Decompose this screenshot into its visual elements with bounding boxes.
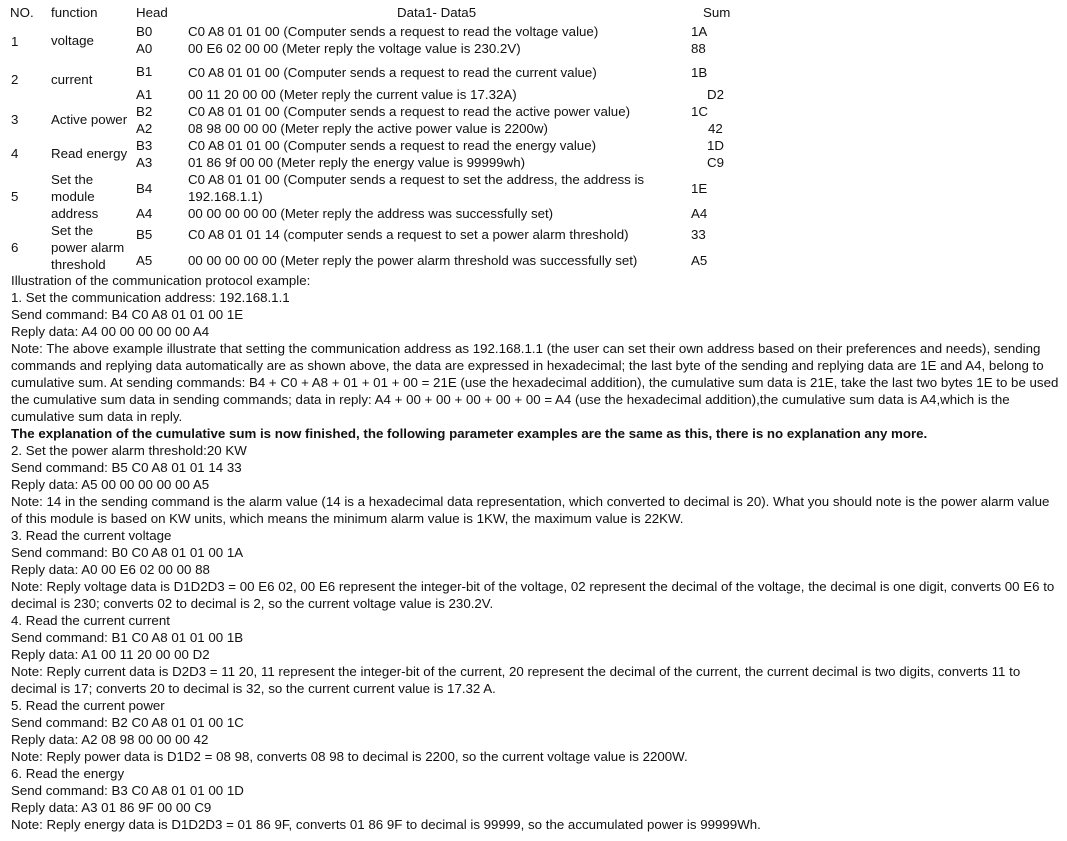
row-1-head-1: B0	[136, 24, 153, 39]
header-head: Head	[136, 5, 168, 20]
row-5-function-line-3: address	[51, 206, 99, 221]
example-1-title: 1. Set the communication address: 192.168.1.1	[11, 290, 290, 305]
row-5-head-1: B4	[136, 181, 153, 196]
row-3-head-1: B2	[136, 104, 153, 119]
example-2-send: Send command: B5 C0 A8 01 01 14 33	[11, 460, 242, 475]
row-1-head-2: A0	[136, 41, 153, 56]
row-5-no: 5	[11, 189, 19, 204]
row-1-data-2: 00 E6 02 00 00 (Meter reply the voltage value is 230.2V)	[188, 41, 521, 56]
example-3-reply: Reply data: A0 00 E6 02 00 00 88	[11, 562, 210, 577]
example-3-note: Note: Reply voltage data is D1D2D3 = 00 E6 02, 00 E6 represent the integer-bit of the voltage, 02 represent the decimal of the voltage, the decimal is one digit, converts 00 E6 to decimal is 230; converts 02 to decimal is 2, so the current voltage value is 230.2V.	[11, 579, 1055, 611]
row-6-function-line-3: threshold	[51, 257, 106, 272]
row-2-no: 2	[11, 72, 19, 87]
header-sum: Sum	[703, 5, 731, 20]
row-6-data-2: 00 00 00 00 00 (Meter reply the power alarm threshold was successfully set)	[188, 253, 638, 268]
row-2-head-2: A1	[136, 87, 153, 102]
row-1-sum-1: 1A	[691, 24, 708, 39]
row-5-sum-1: 1E	[691, 181, 708, 196]
row-5-data-2: 00 00 00 00 00 (Meter reply the address was successfully set)	[188, 206, 554, 221]
row-2-data-2: 00 11 20 00 00 (Meter reply the current value is 17.32A)	[188, 87, 517, 102]
example-4-reply: Reply data: A1 00 11 20 00 00 D2	[11, 647, 210, 662]
example-1-send: Send command: B4 C0 A8 01 01 00 1E	[11, 307, 244, 322]
row-6-head-1: B5	[136, 227, 153, 242]
row-2-head-1: B1	[136, 64, 153, 79]
illustration-heading: Illustration of the communication protocol example:	[11, 273, 311, 288]
example-4-send: Send command: B1 C0 A8 01 01 00 1B	[11, 630, 244, 645]
example-5-send: Send command: B2 C0 A8 01 01 00 1C	[11, 715, 244, 730]
protocol-table	[0, 0, 1067, 272]
row-5-data-1-line-2: 192.168.1.1)	[188, 189, 263, 204]
example-6-reply: Reply data: A3 01 86 9F 00 00 C9	[11, 800, 212, 815]
row-4-no: 4	[11, 146, 19, 161]
example-6-note: Note: Reply energy data is D1D2D3 = 01 86 9F, converts 01 86 9F to decimal is 99999, so the accumulated power is 99999Wh.	[11, 817, 761, 832]
example-3-send: Send command: B0 C0 A8 01 01 00 1A	[11, 545, 244, 560]
row-5-function-line-2: module	[51, 189, 95, 204]
example-1-reply: Reply data: A4 00 00 00 00 00 A4	[11, 324, 210, 339]
row-4-function: Read energy	[51, 146, 128, 161]
row-6-function-line-1: Set the	[51, 223, 94, 238]
example-2-reply: Reply data: A5 00 00 00 00 00 A5	[11, 477, 210, 492]
example-2-title: 2. Set the power alarm threshold:20 KW	[11, 443, 247, 458]
header-no: NO.	[10, 5, 34, 20]
row-3-sum-2: 42	[708, 121, 723, 136]
row-3-data-2: 08 98 00 00 00 (Meter reply the active power value is 2200w)	[188, 121, 548, 136]
example-5-title: 5. Read the current power	[11, 698, 165, 713]
example-1-note: Note: The above example illustrate that setting the communication address as 192.168.1.1 (the user can set their own address based on their preferences and needs), sending commands and replying data automatically are as shown above, the data are expressed in hexadecimal; the last byte of the sending and replying data are 1E and A4, belong to cumulative sum. At sending commands: B4 + C0 + A8 + 01 + 01 + 00 = 21E (use the hexadecimal addition), the cumulative sum data is 21E, take the last two bytes 1E to be used the cumulative sum data in sending commands; data in reply: A4 + 00 + 00 + 00 + 00 + 00 = A4 (use the hexadecimal addition),the cumulative sum data is A4,which is the cumulative sum data in reply.	[11, 341, 1059, 424]
example-5-note: Note: Reply power data is D1D2 = 08 98, converts 08 98 to decimal is 2200, so the current voltage value is 2200W.	[11, 749, 688, 764]
row-4-head-2: A3	[136, 155, 153, 170]
row-4-head-1: B3	[136, 138, 153, 153]
row-5-head-2: A4	[136, 206, 153, 221]
example-4-note: Note: Reply current data is D2D3 = 11 20, 11 represent the integer-bit of the current, 20 represent the decimal of the current, the current decimal is two digits, converts 11 to decimal is 17; converts 20 to decimal is 32, so the current current value is 17.32 A.	[11, 664, 1021, 696]
row-1-data-1: C0 A8 01 01 00 (Computer sends a request to read the voltage value)	[188, 24, 599, 39]
protocol-explanation	[11, 272, 1063, 833]
row-3-sum-1: 1C	[691, 104, 708, 119]
row-1-function: voltage	[51, 33, 94, 48]
example-4-title: 4. Read the current current	[11, 613, 170, 628]
row-4-data-1: C0 A8 01 01 00 (Computer sends a request to read the energy value)	[188, 138, 597, 153]
row-4-sum-2: C9	[707, 155, 724, 170]
example-6-title: 6. Read the energy	[11, 766, 125, 781]
row-6-head-2: A5	[136, 253, 153, 268]
row-4-sum-1: 1D	[707, 138, 724, 153]
example-5-reply: Reply data: A2 08 98 00 00 00 42	[11, 732, 209, 747]
row-2-data-1: C0 A8 01 01 00 (Computer sends a request to read the current value)	[188, 65, 597, 80]
row-3-no: 3	[11, 112, 19, 127]
row-5-data-1-line-1: C0 A8 01 01 00 (Computer sends a request to set the address, the address is	[188, 172, 645, 187]
row-6-function-line-2: power alarm	[51, 240, 125, 255]
row-3-function: Active power	[51, 112, 128, 127]
row-1-sum-2: 88	[691, 41, 706, 56]
row-6-no: 6	[11, 240, 19, 255]
row-3-data-1: C0 A8 01 01 00 (Computer sends a request to read the active power value)	[188, 104, 631, 119]
row-6-sum-1: 33	[691, 227, 706, 242]
row-5-sum-2: A4	[691, 206, 708, 221]
header-function: function	[51, 5, 98, 20]
row-6-data-1: C0 A8 01 01 14 (computer sends a request to set a power alarm threshold)	[188, 227, 629, 242]
example-6-send: Send command: B3 C0 A8 01 01 00 1D	[11, 783, 244, 798]
row-4-data-2: 01 86 9f 00 00 (Meter reply the energy value is 99999wh)	[188, 155, 526, 170]
cumulative-sum-summary: The explanation of the cumulative sum is now finished, the following parameter examples are the same as this, there is no explanation any more.	[11, 426, 928, 441]
example-3-title: 3. Read the current voltage	[11, 528, 172, 543]
row-2-sum-1: 1B	[691, 65, 708, 80]
row-2-function: current	[51, 72, 93, 87]
header-data: Data1- Data5	[397, 5, 477, 20]
row-2-sum-2: D2	[707, 87, 724, 102]
row-6-sum-2: A5	[691, 253, 708, 268]
row-5-function-line-1: Set the	[51, 172, 94, 187]
row-3-head-2: A2	[136, 121, 153, 136]
row-1-no: 1	[11, 34, 19, 49]
example-2-note: Note: 14 in the sending command is the alarm value (14 is a hexadecimal data representation, which converted to decimal is 20). What you should note is the power alarm value of this module is based on KW units, which means the minimum alarm value is 1KW, the maximum value is 22KW.	[11, 494, 1050, 526]
